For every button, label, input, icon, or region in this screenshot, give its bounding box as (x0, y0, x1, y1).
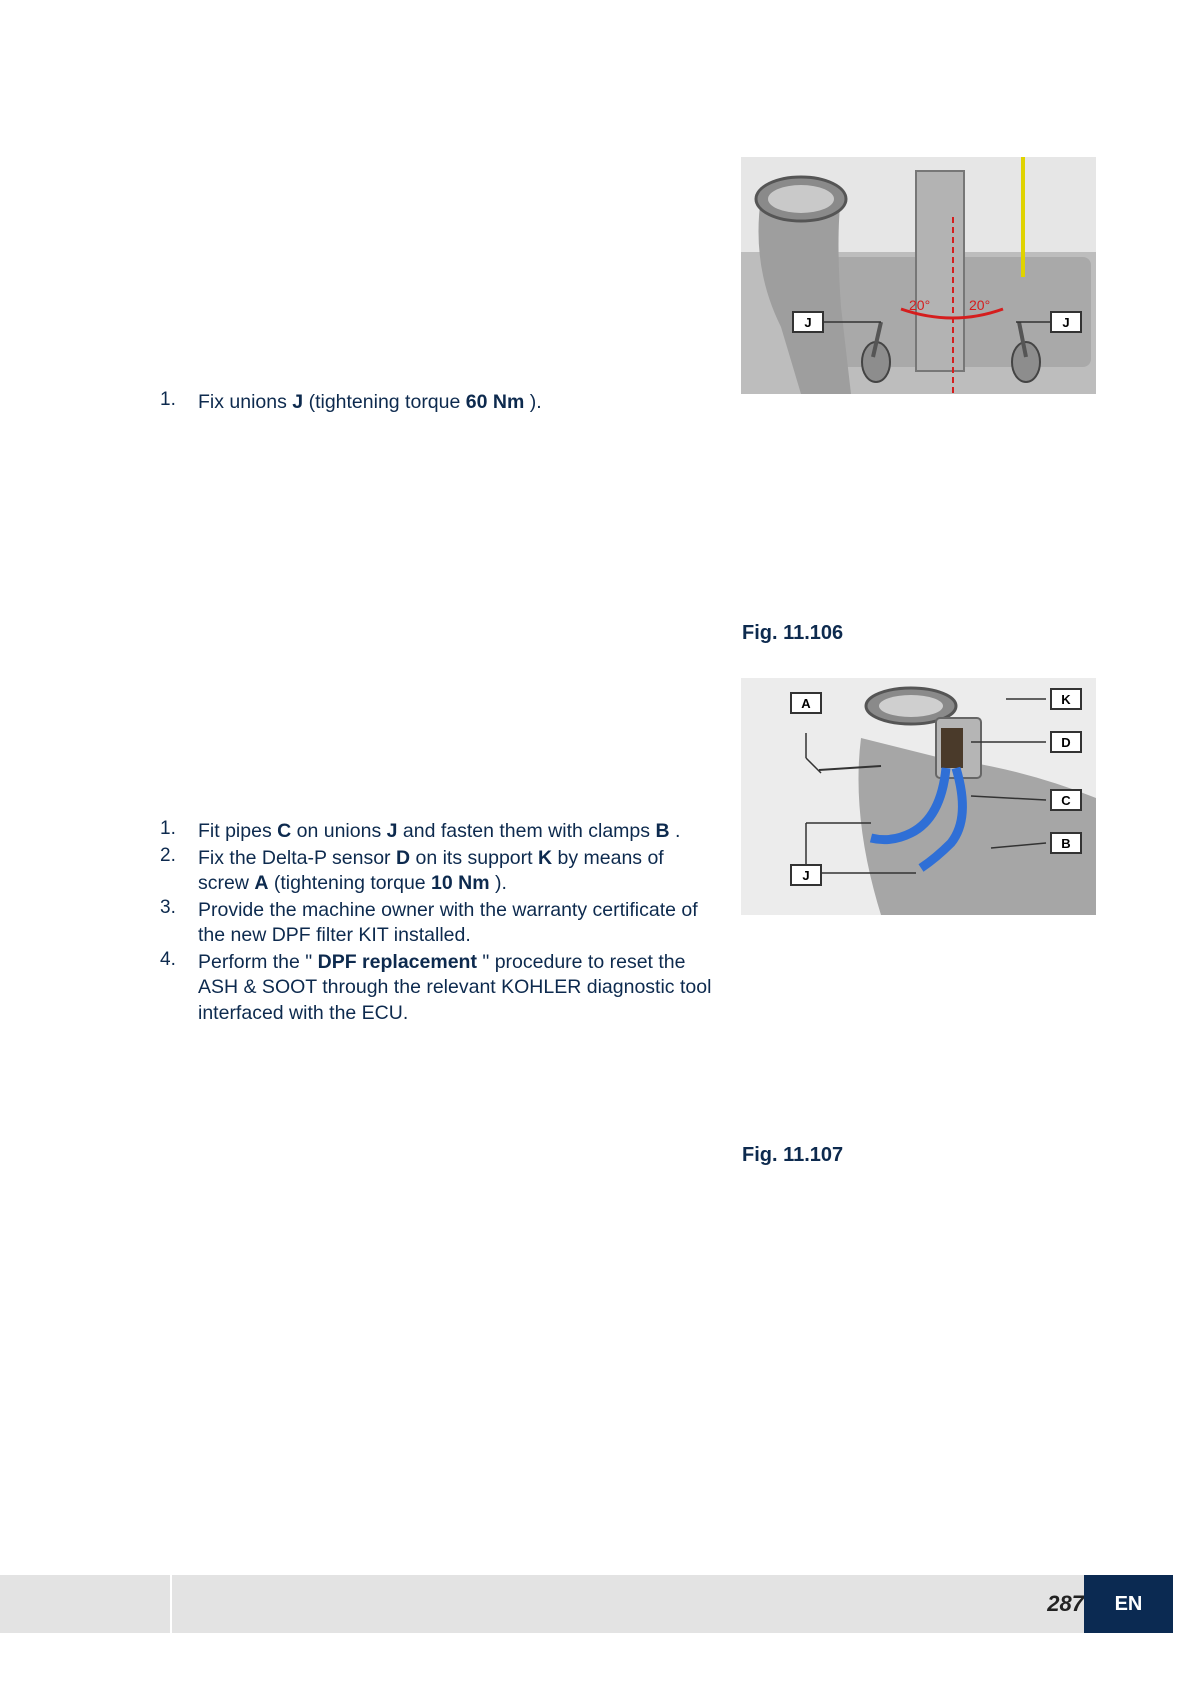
step-item (160, 950, 720, 1027)
footer-left-block (0, 1575, 170, 1633)
step-list-unions (160, 390, 720, 417)
step-text: (tightening torque (303, 391, 466, 413)
callout-j-right (1051, 312, 1081, 332)
callout-j-left (793, 312, 823, 332)
step-text: on its support (410, 846, 538, 869)
step-text-bold: B (655, 820, 670, 842)
step-text-bold: A (254, 872, 269, 894)
callout-a (791, 693, 821, 713)
svg-text:20°: 20° (969, 297, 991, 313)
svg-text:A: A (801, 696, 811, 711)
svg-text:J: J (1062, 315, 1070, 330)
svg-text:K: K (1061, 692, 1071, 707)
step-text-bold: J (292, 391, 304, 413)
step-text: (tightening torque (268, 872, 432, 894)
svg-text:B: B (1061, 836, 1071, 851)
callout-d (1051, 732, 1081, 752)
step-item (160, 390, 720, 416)
step-text: and fasten them with clamps (397, 820, 656, 842)
step-text: . (669, 820, 681, 842)
step-text: by means of screw (198, 846, 664, 894)
step-text: " procedure to reset the ASH & SOOT through the relevant KOHLER diagnostic tool interfaced with the ECU. (198, 950, 712, 1024)
step-text-bold: C (277, 820, 292, 842)
step-item (160, 819, 720, 845)
svg-text:J: J (802, 868, 810, 883)
step-text: Fix the Delta-P sensor (198, 846, 396, 869)
step-number: 1. (160, 818, 176, 839)
language-badge: EN (1084, 1575, 1173, 1633)
step-text-bold: K (537, 846, 553, 869)
step-number: 2. (160, 844, 176, 866)
page-number: 287 (1047, 1591, 1084, 1616)
step-text-bold: 60 Nm (465, 391, 525, 413)
step-text: Fix unions (198, 391, 293, 413)
footer-bar (172, 1575, 1084, 1633)
step-text-bold: DPF replacement (317, 950, 477, 973)
callout-k (1051, 689, 1081, 709)
step-text-bold: J (386, 820, 398, 842)
step-text: Perform the " (198, 950, 318, 973)
step-number: 4. (160, 948, 176, 970)
callout-b (1051, 833, 1081, 853)
step-text: on unions (291, 820, 387, 842)
svg-text:C: C (1061, 793, 1071, 808)
step-list-pipes-sensor (160, 819, 720, 1027)
step-text: Provide the machine owner with the warranty certificate of the new DPF filter KIT installed. (198, 898, 698, 946)
step-text: Fit pipes (198, 820, 278, 842)
callout-c (1051, 790, 1081, 810)
svg-text:D: D (1061, 735, 1071, 750)
figure-11-106-image (741, 157, 1096, 394)
angle-label-right (969, 297, 990, 313)
callout-j (791, 865, 821, 885)
svg-text:J: J (804, 315, 812, 330)
svg-text:20°: 20° (909, 297, 931, 313)
step-number: 1. (160, 389, 176, 410)
step-text: ). (524, 391, 542, 413)
step-item (160, 846, 720, 897)
step-text-bold: D (395, 846, 411, 869)
step-number: 3. (160, 896, 176, 918)
figure-caption-11-106: Fig. 11.106 (742, 622, 844, 644)
step-item (160, 898, 720, 949)
angle-label-left (909, 297, 930, 313)
step-text-bold: 10 Nm (431, 872, 490, 894)
figure-11-107-image (741, 678, 1096, 915)
step-text: ). (489, 872, 507, 894)
figure-caption-11-107: Fig. 11.107 (742, 1144, 844, 1166)
